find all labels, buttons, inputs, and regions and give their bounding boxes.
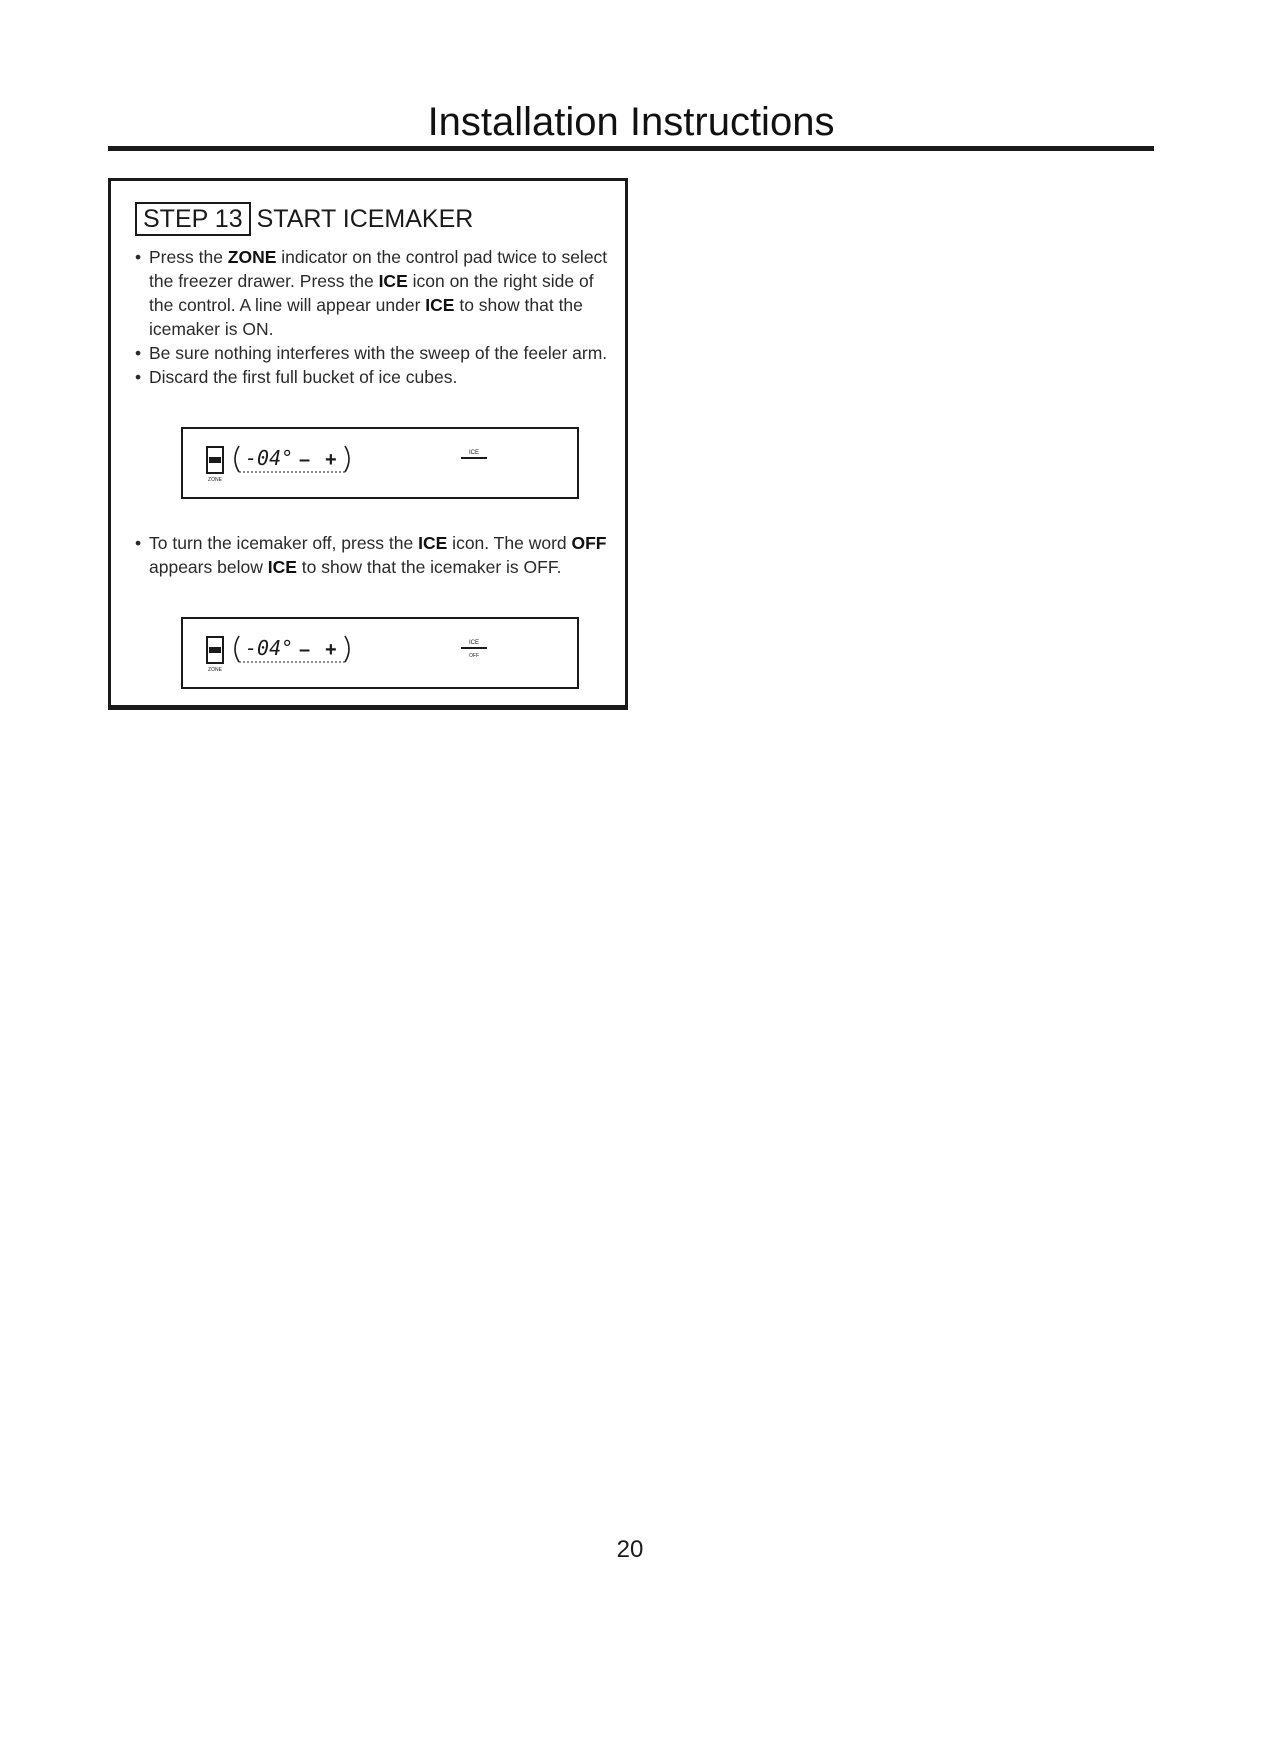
zone-label: ZONE: [208, 667, 222, 673]
bullet-text: To turn the icemaker off, press the: [149, 533, 419, 553]
title-rule: [108, 146, 1154, 151]
display-right-bracket: [345, 636, 349, 662]
control-panel-diagram-off: [183, 619, 577, 687]
bold-keyword: ZONE: [227, 247, 277, 267]
zone-indicator-fill: [209, 457, 221, 463]
display-left-bracket: [235, 636, 239, 662]
step-header: [135, 203, 473, 235]
bullet-item: [135, 531, 615, 579]
ice-label: ICE: [468, 640, 480, 646]
minus-button: –: [299, 449, 311, 471]
bold-keyword: ICE: [425, 295, 455, 315]
page-title: Installation Instructions: [427, 100, 835, 144]
display-left-bracket: [235, 446, 239, 472]
bullet-item: [135, 365, 615, 389]
instruction-list-on: [135, 245, 615, 389]
step-heading: START ICEMAKER: [256, 205, 474, 233]
control-panel-icemaker-on: [181, 427, 579, 499]
bullet-text: Press the: [149, 247, 228, 267]
bold-keyword: ICE: [267, 557, 297, 577]
bullet-text: to show that the icemaker is OFF.: [296, 557, 562, 577]
bold-keyword: ICE: [418, 533, 448, 553]
temperature-readout: -04°: [245, 446, 294, 470]
page-number: 20: [616, 1536, 644, 1563]
plus-button: +: [325, 639, 337, 661]
control-panel-icemaker-off: [181, 617, 579, 689]
bold-keyword: ICE: [378, 271, 408, 291]
step-box: [108, 178, 628, 710]
zone-indicator-fill: [209, 647, 221, 653]
minus-button: –: [299, 639, 311, 661]
bullet-item: [135, 341, 615, 365]
bullet-text: icon on the right side of the control. A line will appear under: [149, 271, 594, 315]
zone-label: ZONE: [208, 477, 222, 483]
step-tag: STEP 13: [135, 202, 251, 236]
display-right-bracket: [345, 446, 349, 472]
bullet-text: Discard the first full bucket of ice cubes.: [149, 367, 458, 387]
control-panel-diagram-on: [183, 429, 577, 497]
bold-keyword: OFF: [571, 533, 607, 553]
instruction-list-off: [135, 531, 615, 579]
ice-label: ICE: [468, 450, 480, 456]
bullet-text: to show that the icemaker is ON.: [149, 295, 583, 339]
bullet-text: icon. The word: [447, 533, 572, 553]
bullet-text: appears below: [149, 557, 268, 577]
plus-button: +: [325, 449, 337, 471]
temperature-readout: -04°: [245, 636, 294, 660]
bullet-text: Be sure nothing interferes with the sweep of the feeler arm.: [149, 343, 608, 363]
bullet-text: indicator on the control pad twice to select the freezer drawer. Press the: [149, 247, 608, 291]
bullet-item: [135, 245, 615, 341]
ice-off-label: OFF: [469, 653, 479, 659]
